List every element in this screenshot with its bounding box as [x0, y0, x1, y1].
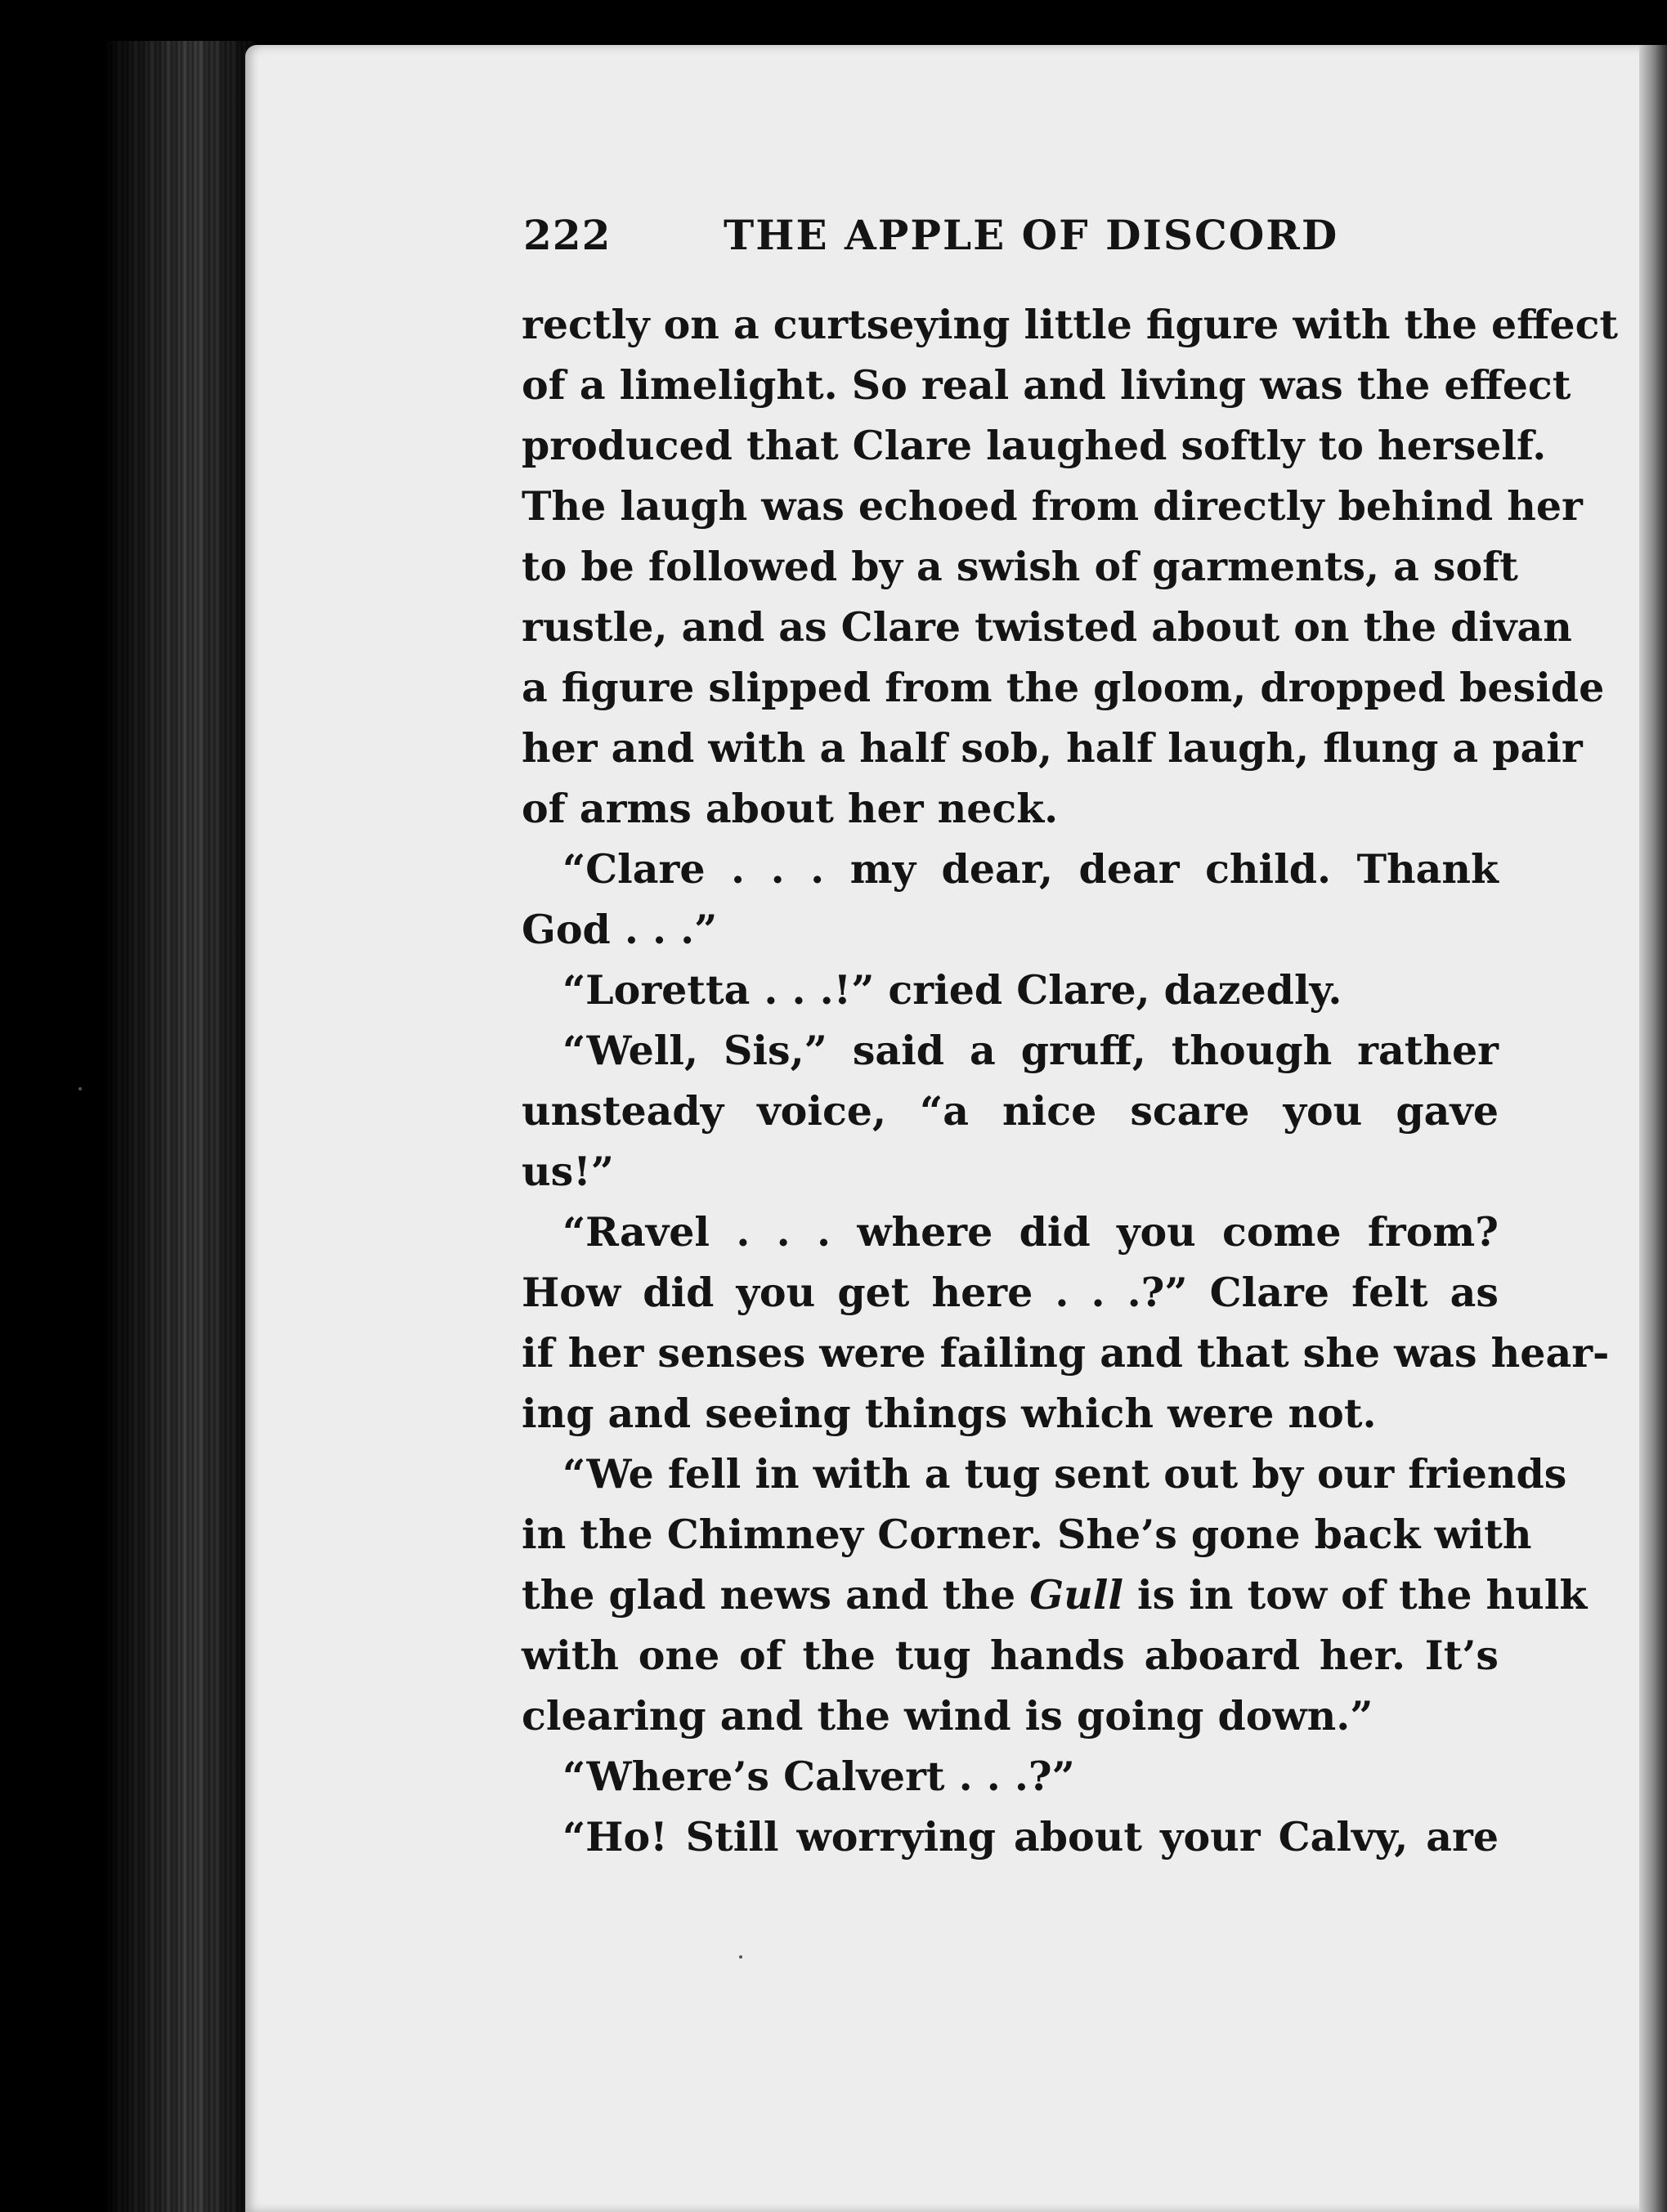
scan-speck — [739, 1955, 742, 1959]
text-line: produced that Clare laughed softly to herself. — [522, 422, 1547, 469]
text-fragment: is in tow of the hulk — [1123, 1571, 1588, 1619]
text-line: rustle, and as Clare twisted about on the divan — [522, 603, 1572, 651]
body-text — [522, 294, 1619, 1867]
text-line: ing and seeing things which were not. — [522, 1390, 1377, 1437]
text-line: rectly on a curtseying little figure with the effect — [522, 301, 1619, 348]
text-line: to be followed by a swish of garments, a soft — [522, 543, 1518, 590]
text-line: if her senses were failing and that she was hear- — [522, 1329, 1610, 1377]
text-line: “Loretta . . .!” cried Clare, dazedly. — [562, 966, 1342, 1014]
text-line: of arms about her neck. — [522, 785, 1059, 832]
text-line: a figure slipped from the gloom, dropped beside — [522, 664, 1605, 711]
page-right-edge — [1639, 45, 1667, 2212]
text-line: “Clare . . . my dear, dear child. Thank — [562, 845, 1499, 893]
text-line: in the Chimney Corner. She’s gone back with — [522, 1511, 1532, 1558]
text-line: us!” — [522, 1148, 614, 1195]
page-number: 222 — [523, 211, 612, 259]
text-line: “Ravel . . . where did you come from? — [562, 1208, 1499, 1256]
text-line: “We fell in with a tug sent out by our friends — [562, 1450, 1567, 1498]
book-spine-edge — [106, 41, 253, 2212]
text-line: “Ho! Still worrying about your Calvy, are — [562, 1813, 1499, 1860]
italic-ship-name: Gull — [1029, 1571, 1123, 1619]
text-line: God . . .” — [522, 906, 718, 953]
text-line: “Where’s Calvert . . .?” — [562, 1753, 1075, 1800]
text-line: How did you get here . . .?” Clare felt as — [522, 1269, 1499, 1316]
text-line: of a limelight. So real and living was the effect — [522, 361, 1571, 409]
text-line: her and with a half sob, half laugh, flung a pair — [522, 724, 1583, 772]
text-fragment: the glad news and the — [522, 1571, 1030, 1619]
scan-speck — [78, 1087, 82, 1090]
text-line: “Well, Sis,” said a gruff, though rather — [562, 1027, 1499, 1074]
text-line: The laugh was echoed from directly behind her — [522, 482, 1583, 530]
page-header — [523, 211, 1341, 268]
text-line: with one of the tug hands aboard her. It’s — [522, 1632, 1499, 1679]
text-line: clearing and the wind is going down.” — [522, 1692, 1373, 1740]
text-line: unsteady voice, “a nice scare you gave — [522, 1087, 1499, 1135]
running-head: THE APPLE OF DISCORD — [724, 211, 1339, 259]
text-line — [522, 1565, 1588, 1625]
